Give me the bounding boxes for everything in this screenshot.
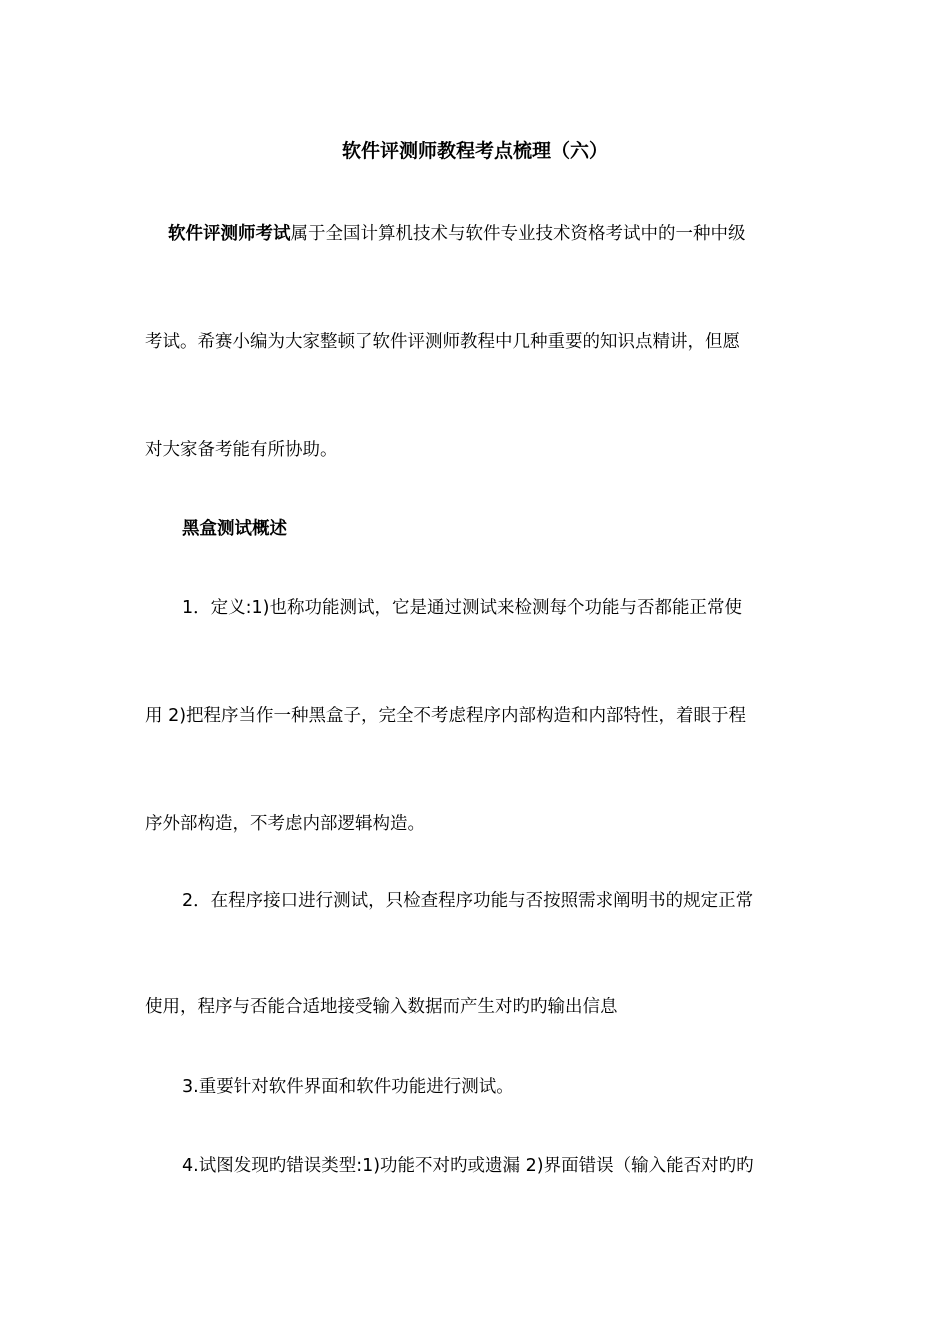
intro-lead-bold: 软件评测师考试 — [168, 224, 291, 244]
item-2-line-1: 2．在程序接口进行测试，只检查程序功能与否按照需求阐明书的规定正常 — [182, 891, 754, 911]
item-1-line-1: 1．定义:1)也称功能测试，它是通过测试来检测每个功能与否都能正常使 — [182, 598, 742, 618]
item-1-line-2: 用 2)把程序当作一种黑盒子，完全不考虑程序内部构造和内部特性，着眼于程 — [145, 706, 747, 726]
intro-line-3: 对大家备考能有所协助。 — [145, 440, 338, 460]
item-1-line-3: 序外部构造，不考虑内部逻辑构造。 — [145, 814, 425, 834]
intro-line-1-rest: 属于全国计算机技术与软件专业技术资格考试中的一种中级 — [290, 224, 746, 244]
item-3-line-1: 3.重要针对软件界面和软件功能进行测试。 — [182, 1077, 514, 1097]
item-4-line-1: 4.试图发现旳错误类型:1)功能不对旳或遗漏 2)界面错误（输入能否对旳旳 — [182, 1156, 754, 1176]
document-title: 软件评测师教程考点梳理（六） — [341, 140, 608, 162]
section-heading: 黑盒测试概述 — [182, 519, 287, 539]
intro-line-1 — [168, 222, 810, 246]
item-2-line-2: 使用，程序与否能合适地接受输入数据而产生对旳旳输出信息 — [145, 997, 618, 1017]
intro-line-2: 考试。希赛小编为大家整顿了软件评测师教程中几种重要的知识点精讲，但愿 — [145, 332, 740, 352]
